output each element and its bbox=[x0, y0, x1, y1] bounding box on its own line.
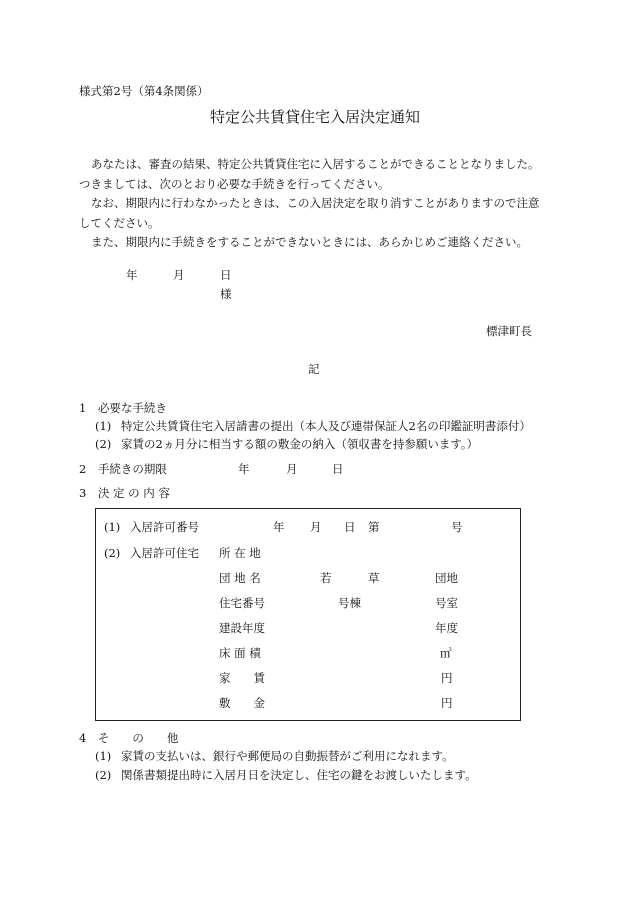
intro-line-2: つきましては、次のとおり必要な手続きを行ってください。 bbox=[79, 176, 390, 191]
form-number: 様式第2号（第4条関係） bbox=[79, 84, 209, 98]
permit-number-label: 入居許可番号 bbox=[130, 520, 199, 534]
item-text: 家賃の支払いは、銀行や郵便局の自動振替がご利用になれます。 bbox=[121, 749, 454, 763]
ki-label: 記 bbox=[308, 362, 320, 376]
intro-line-1: あなたは、審査の結果、特定公共賃貸住宅に入居することができることとなりました。 bbox=[91, 157, 540, 171]
deadline-year: 年 bbox=[238, 462, 250, 476]
intro-line-4: してください。 bbox=[79, 215, 160, 230]
date-month: 月 bbox=[173, 268, 185, 282]
item-number: (2) bbox=[95, 768, 112, 782]
rent-label: 家 賃 bbox=[219, 671, 265, 685]
intro-line-5: また、期限内に手続きをすることができないときには、あらかじめご連絡ください。 bbox=[91, 235, 528, 250]
date-day: 日 bbox=[220, 268, 232, 282]
danchi-value-2: 草 bbox=[368, 571, 380, 585]
row-number: (1) bbox=[104, 520, 121, 534]
location-label: 所 在 地 bbox=[219, 546, 261, 560]
rent-unit: 円 bbox=[441, 671, 453, 685]
intro-paragraph bbox=[79, 155, 549, 253]
danchi-value-1: 若 bbox=[320, 571, 332, 585]
addressee-suffix: 様 bbox=[220, 287, 232, 301]
permit-year: 年 bbox=[273, 520, 285, 534]
item-number: (1) bbox=[95, 749, 112, 763]
date-year: 年 bbox=[126, 268, 138, 282]
building-suffix: 号棟 bbox=[338, 596, 361, 610]
deadline-month: 月 bbox=[286, 462, 298, 476]
permit-day: 日 bbox=[344, 520, 356, 534]
intro-line-3: なお、期限内に行わなかったときは、この入居決定を取り消すことがありますので注意 bbox=[91, 196, 540, 211]
danchi-suffix: 団地 bbox=[435, 571, 458, 585]
decision-details-box bbox=[95, 508, 521, 721]
permit-housing-label: 入居許可住宅 bbox=[130, 546, 199, 560]
row-number: (2) bbox=[104, 546, 121, 560]
year-suffix: 年度 bbox=[435, 621, 458, 635]
deadline-day: 日 bbox=[332, 462, 344, 476]
section-1-heading: 1 必要な手続き bbox=[79, 401, 167, 415]
area-unit: ㎡ bbox=[440, 646, 452, 660]
section-4-heading: 4 そ の 他 bbox=[79, 731, 179, 745]
permit-month: 月 bbox=[310, 520, 322, 534]
section-2-heading: 2 手続きの期限 bbox=[79, 462, 167, 476]
item-number: (1) bbox=[95, 419, 112, 433]
document-title: 特定公共賃貸住宅入居決定通知 bbox=[209, 108, 420, 126]
item-text: 特定公共賃貸住宅入居請書の提出（本人及び連帯保証人2名の印鑑証明書添付） bbox=[121, 419, 531, 433]
floor-area-label: 床 面 積 bbox=[219, 646, 261, 660]
deposit-label: 敷 金 bbox=[219, 696, 265, 710]
deposit-unit: 円 bbox=[441, 696, 453, 710]
permit-dai: 第 bbox=[368, 520, 380, 534]
item-text: 家賃の2ヵ月分に相当する額の敷金の納入（領収書を持参願います。） bbox=[121, 437, 479, 451]
danchi-label: 団 地 名 bbox=[219, 571, 261, 585]
permit-go: 号 bbox=[451, 520, 463, 534]
house-number-label: 住宅番号 bbox=[219, 596, 265, 610]
item-text: 関係書類提出時に入居月日を決定し、住宅の鍵をお渡しいたします。 bbox=[121, 768, 477, 782]
item-number: (2) bbox=[95, 437, 112, 451]
section-3-heading: 3 決 定 の 内 容 bbox=[79, 486, 170, 500]
year-built-label: 建設年度 bbox=[219, 621, 265, 635]
room-suffix: 号室 bbox=[435, 596, 458, 610]
sender: 標津町長 bbox=[486, 324, 532, 338]
